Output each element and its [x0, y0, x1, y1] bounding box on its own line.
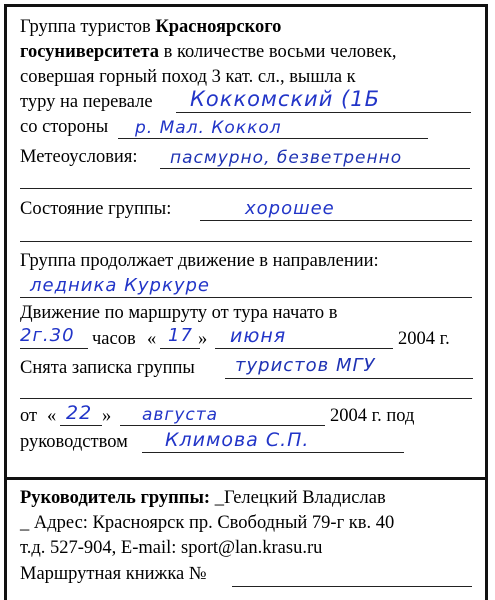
contact-line: т.д. 527-904, E-mail: sport@lan.krasu.ru: [20, 538, 323, 558]
removed-year-label: 2004 г. под: [330, 406, 415, 426]
movement-month-underline: [215, 348, 393, 349]
removed-value: туристов МГУ: [235, 355, 376, 376]
side-label: со стороны: [20, 117, 109, 137]
pass-underline: [176, 112, 471, 113]
removed-month-value: августа: [142, 405, 219, 425]
side-value: р. Мал. Коккол: [135, 118, 282, 138]
group-size-text: в количестве восьми человек,: [158, 42, 397, 62]
leader-underline: [142, 452, 404, 453]
direction-label: Группа продолжает движение в направлении:: [20, 251, 379, 271]
route-book-label: Маршрутная книжка №: [20, 564, 207, 584]
removed-underline: [225, 378, 473, 379]
removed-from-label: от: [20, 406, 38, 426]
pass-value: Коккомский (1Б: [190, 87, 380, 111]
leader-info-label: Руководитель группы:: [20, 488, 211, 508]
removed-month-underline: [120, 425, 325, 426]
university-name-part2: госуниверситета: [20, 42, 159, 62]
section-divider: [4, 477, 488, 480]
leader-info-value: _Гелецкий Владислав: [210, 488, 386, 508]
weather-underline-2: [20, 188, 472, 189]
intro-line-2: [20, 41, 397, 63]
leader-info-line: [20, 487, 386, 509]
removed-day-underline: [60, 425, 102, 426]
movement-year-label: 2004 г.: [398, 329, 450, 349]
movement-hour-value: 2г.30: [20, 325, 75, 346]
intro-line-1: [20, 16, 281, 38]
group-state-label: Состояние группы:: [20, 199, 172, 219]
movement-month-value: июня: [230, 325, 287, 347]
movement-line-1: Движение по маршруту от тура начато в: [20, 303, 338, 323]
weather-value: пасмурно, безветренно: [170, 148, 403, 168]
removed-quote-close: »: [102, 406, 112, 426]
removed-underline-2: [20, 398, 472, 399]
intro-text: Группа туристов: [20, 17, 156, 37]
removed-day-value: 22: [66, 402, 93, 424]
direction-value: ледника Куркуре: [30, 275, 210, 296]
movement-day-underline: [160, 348, 200, 349]
university-name-part1: Красноярского: [155, 17, 282, 37]
movement-quote-open: «: [147, 329, 157, 349]
weather-label: Метеоусловия:: [20, 147, 138, 167]
movement-day-value: 17: [168, 325, 193, 346]
group-state-value: хорошее: [245, 198, 335, 219]
movement-hours-label: часов: [92, 329, 136, 349]
intro-line-3: совершая горный поход 3 кат. сл., вышла к: [20, 67, 356, 87]
route-book-underline: [232, 586, 472, 587]
group-state-underline-2: [20, 241, 472, 242]
movement-quote-close: »: [198, 329, 208, 349]
movement-hour-underline: [20, 348, 88, 349]
removed-quote-open: «: [47, 406, 57, 426]
address-line: _ Адрес: Красноярск пр. Свободный 79-г кв. 40: [20, 513, 395, 533]
leader-value: Климова С.П.: [165, 429, 310, 451]
leader-label: руководством: [20, 432, 128, 452]
direction-underline: [20, 297, 472, 298]
pass-label: туру на перевале: [20, 92, 153, 112]
removed-label: Снята записка группы: [20, 358, 195, 378]
group-state-underline: [200, 220, 472, 221]
